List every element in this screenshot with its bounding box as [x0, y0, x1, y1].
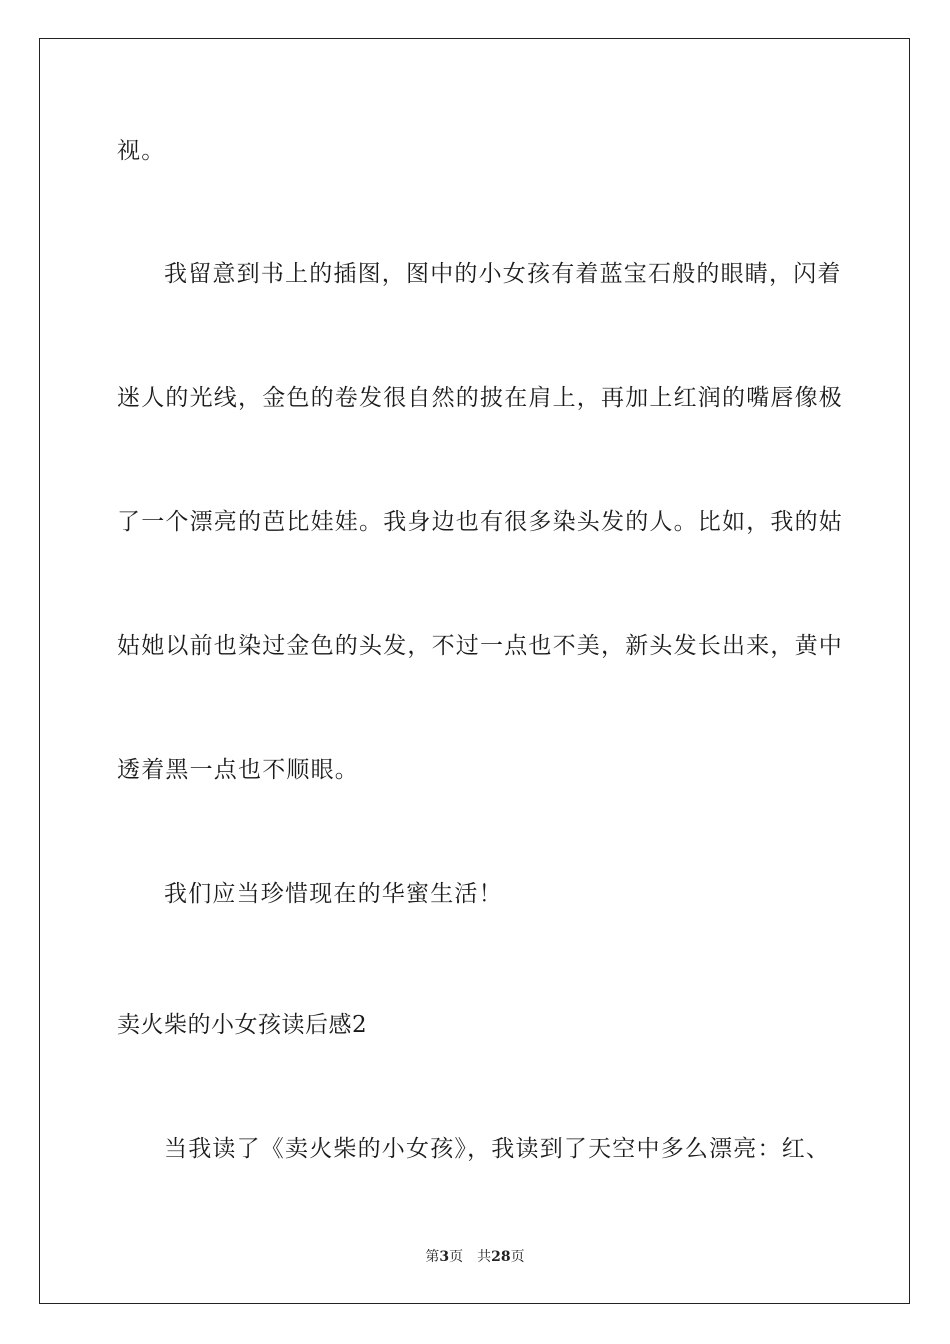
text-line-4: 了一个漂亮的芭比娃娃。我身边也有很多染头发的人。比如，我的姑	[117, 509, 843, 535]
paragraph-line: 我们应当珍惜现在的华蜜生活！	[164, 881, 503, 907]
paragraph-start-line: 我留意到书上的插图，图中的小女孩有着蓝宝石般的眼睛，闪着	[164, 261, 842, 287]
text-line-3: 迷人的光线，金色的卷发很自然的披在肩上，再加上红润的嘴唇像极	[117, 385, 843, 411]
section-heading: 卖火柴的小女孩读后感2	[117, 1012, 368, 1038]
page-footer	[0, 1248, 950, 1266]
paragraph-start-line-2: 当我读了《卖火柴的小女孩》，我读到了天空中多么漂亮：红、	[164, 1136, 831, 1162]
page-prefix: 第	[425, 1249, 440, 1265]
text-line-5: 姑她以前也染过金色的头发，不过一点也不美，新头发长出来，黄中	[117, 633, 843, 659]
page-current: 3	[439, 1249, 450, 1265]
total-prefix: 共	[477, 1249, 492, 1265]
text-line-1: 视。	[117, 138, 166, 164]
page-suffix: 页	[449, 1249, 464, 1265]
page-border	[39, 38, 910, 1304]
total-suffix: 页	[510, 1249, 525, 1265]
page-total: 28	[491, 1249, 511, 1265]
text-line-6: 透着黑一点也不顺眼。	[117, 757, 359, 783]
